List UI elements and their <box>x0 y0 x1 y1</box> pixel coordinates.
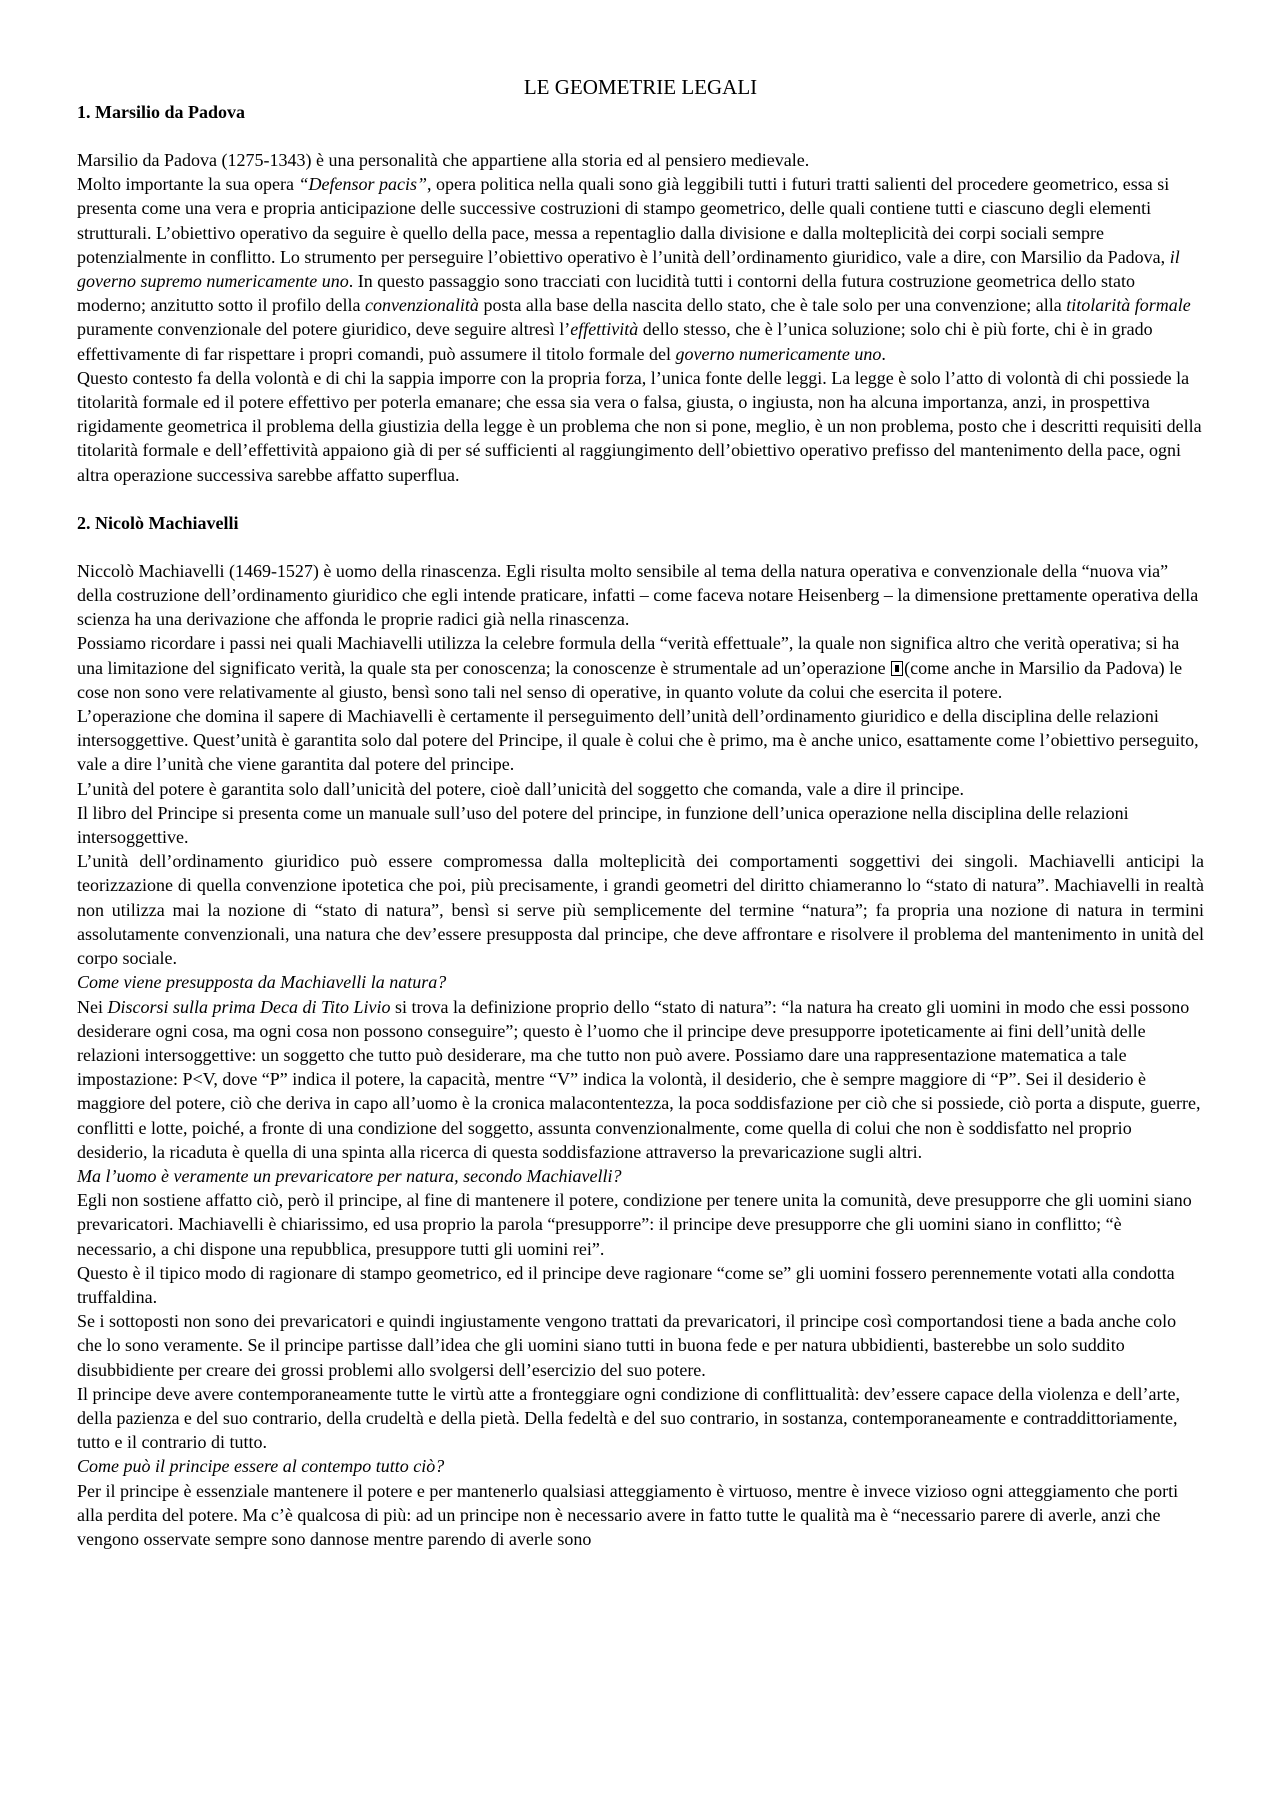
paragraph: L’unità dell’ordinamento giuridico può essere compromessa dalla molteplicità dei comportamenti soggettivi dei singoli. Machiavelli anticipi la teorizzazione di quella convenzione ipotetica che poi, più precisamente, i grandi geometri del diritto chiameranno lo “stato di natura”. Machiavelli in realtà non utilizza mai la nozione di “stato di natura”, bensì si serve più semplicemente del termine “natura”; fa propria una nozione di natura in termini assolutamente convenzionali, una natura che dev’essere presupposta dal principe, che deve affrontare e risolvere il problema del mantenimento in unità del corpo sociale. <box>77 851 1204 969</box>
paragraph: Egli non sostiene affatto ciò, però il principe, al fine di mantenere il potere, condizione per tenere unita la comunità, deve presupporre che gli uomini siano prevaricatori. Machiavelli è chiarissimo, ed usa proprio la parola “presupporre”: il principe deve presupporre che gli uomini siano in conflitto; “è necessario, a chi dispone una repubblica, presuppore tutti gli uomini rei”. <box>77 1190 1192 1259</box>
paragraph: Questo è il tipico modo di ragionare di stampo geometrico, ed il principe deve ragionare “come se” gli uomini fossero perennemente votati alla condotta truffaldina. <box>77 1262 1175 1307</box>
paragraph: Marsilio da Padova (1275-1343) è una personalità che appartiene alla storia ed al pensiero medievale. <box>77 150 810 170</box>
question-line: Come può il principe essere al contempo tutto ciò? <box>77 1456 445 1477</box>
paragraph: Per il principe è essenziale mantenere il potere e per mantenerlo qualsiasi atteggiamento è virtuoso, mentre è invece vizioso ogni atteggiamento che porti alla perdita del potere. Ma c’è qualcosa di più: ad un principe non è necessario avere in fatto tutte le qualità ma è “necessario parere di averle, anzi che vengono osservate sempre sono dannose mentre parendo di averle sono <box>77 1480 1179 1549</box>
text-run: . In questo passaggio sono tracciati con lucidità tutti i contorni della futura costruzione geometrica dello stato moderno; anzitutto sotto il profilo della <box>77 271 1136 316</box>
section-heading-marsilio: 1. Marsilio da Padova <box>77 102 246 122</box>
paragraph: Se i sottoposti non sono dei prevaricatori e quindi ingiustamente vengono trattati da prevaricatori, il principe così comportandosi tiene a bada anche colo che lo sono veramente. Se il principe partisse dall’idea che gli uomini siano tutti in buona fede e per natura ubbidienti, basterebbe un solo suddito disubbidiente per creare dei grossi problemi allo svolgersi dell’esercizio del suo potere. <box>77 1311 1177 1380</box>
italic-run: “Defensor pacis” <box>298 174 427 195</box>
paragraph: Questo contesto fa della volontà e di chi la sappia imporre con la propria forza, l’unica fonte delle leggi. La legge è solo l’atto di volontà di chi possiede la titolarità formale ed il potere effettivo per poterla emanare; che essa sia vera o falsa, giusta, o ingiusta, non ha alcuna importanza, anzi, in prospettiva rigidamente geometrica il problema della giustizia della legge è un problema che non si pone, meglio, è un non problema, posto che i descritti requisiti della titolarità formale e dell’effettività appaiono già di per sé sufficienti al raggiungimento dell’obiettivo operativo prefisso del mantenimento della pace, ogni altra operazione successiva sarebbe affatto superflua. <box>77 367 1202 485</box>
paragraph: L’unità del potere è garantita solo dall’unicità del potere, cioè dall’unicità del soggetto che comanda, vale a dire il principe. <box>77 778 964 799</box>
spacer <box>77 535 1204 559</box>
text-run: puramente convenzionale del potere giuridico, deve seguire altresì l’ <box>77 319 571 340</box>
title-row <box>77 74 1204 100</box>
text-run: posta alla base della nascita dello stato, che è tale solo per una convenzione; alla <box>478 295 1067 316</box>
text-run: dello stesso, che è l’unica soluzione; solo chi è più forte, chi è in grado effettivamente di far rispettare i propri comandi, può assumere il titolo formale del <box>77 319 1153 364</box>
paragraph: Il libro del Principe si presenta come un manuale sull’uso del potere del principe, in funzione dell’unica operazione nella disciplina delle relazioni intersoggettive. <box>77 802 1129 848</box>
text-run: Nei <box>77 996 108 1017</box>
text-run: Molto importante la sua opera <box>77 174 299 195</box>
question-line: Come viene presupposta da Machiavelli la natura? <box>77 972 447 993</box>
italic-run: il governo supremo numericamente uno <box>77 246 1180 292</box>
italic-run: titolarità formale <box>1066 295 1191 316</box>
question-line: Ma l’uomo è veramente un prevaricatore per natura, secondo Machiavelli? <box>77 1165 622 1186</box>
section-heading-machiavelli: 2. Nicolò Machiavelli <box>77 512 239 533</box>
paragraph <box>77 995 1204 1164</box>
paragraph: Niccolò Machiavelli (1469-1527) è uomo della rinascenza. Egli risulta molto sensibile al tema della natura operativa e convenzionale della “nuova via” della costruzione dell’ordinamento giuridico che egli intende praticare, infatti – come faceva notare Heisenberg – la dimensione prettamente operativa della scienza ha una derivazione che affonda le proprie radici già nella rinascenza. <box>77 560 1199 630</box>
italic-run: convenzionalità <box>364 295 479 316</box>
paragraph: Il principe deve avere contemporaneamente tutte le virtù atte a fronteggiare ogni condizione di conflittualità: dev’essere capace della violenza e dell’arte, della pazienza e del suo contrario, della crudeltà e della pietà. Della fedeltà e del suo contrario, in sostanza, contemporaneamente e contraddittoriamente, tutto e il contrario di tutto. <box>77 1383 1180 1453</box>
spacer <box>77 124 1204 148</box>
paragraph <box>77 172 1204 366</box>
missing-glyph-icon <box>891 661 903 676</box>
text-run: , opera politica nella quali sono già leggibili tutti i futuri tratti salienti del procedere geometrico, essa si presenta come una vera e propria anticipazione delle successive costruzioni di stampo geometrico, delle quali contiene tutti e ciascuno degli elementi strutturali. L’obiettivo operativo da seguire è quello della pace, messa a repentaglio dalla divisione e dalla molteplicità dei corpi sociali sempre potenzialmente in conflitto. Lo strumento per perseguire l’obiettivo operativo è l’unità dell’ordinamento giuridico, vale a dire, con Marsilio da Padova, <box>77 174 1170 267</box>
section-marsilio <box>77 100 1204 487</box>
text-run: si trova la definizione proprio dello “stato di natura”: “la natura ha creato gli uomini in modo che essi possono desiderare ogni cosa, ma ogni cosa non possono conseguire”; questo è l’uomo che il principe deve presupporre ipoteticamente ai fini dell’unità delle relazioni intersoggettive: un soggetto che tutto può desiderare, ma che tutto non può avere. Possiamo dare una rappresentazione matematica a tale impostazione: P<V, dove “P” indica il potere, la capacità, mentre “V” indica la volontà, il desiderio, che è sempre maggiore di “P”. Sei il desiderio è maggiore del potere, ciò che deriva in capo all’uomo è la cronica malacontentezza, la poca soddisfazione per ciò che si possiede, ciò porta a dispute, guerre, conflitti e lotte, poiché, a fronte di una condizione del soggetto, assunta convenzionalmente, come quella di colui che non è soddisfatto nel proprio desiderio, la ricaduta è quella di una spinta alla ricerca di questa soddisfazione attraverso la prevaricazione sugli altri. <box>77 996 1201 1162</box>
italic-run: Discorsi sulla prima Deca di Tito Livio <box>107 996 391 1017</box>
text-run: Possiamo ricordare i passi nei quali Machiavelli utilizza la celebre formula della “verità effettuale”, la quale non significa altro che verità operativa; si ha una limitazione del significato verità, la quale sta per conoscenza; la conoscenze è strumentale ad un’operazione <box>77 633 1180 678</box>
section-machiavelli <box>77 511 1204 1551</box>
text-run: . <box>881 343 886 364</box>
paragraph <box>77 631 1204 704</box>
italic-run: governo numericamente uno <box>675 343 882 364</box>
document-title: LE GEOMETRIE LEGALI <box>523 75 758 99</box>
italic-run: effettività <box>570 319 639 340</box>
paragraph: L’operazione che domina il sapere di Machiavelli è certamente il perseguimento dell’unità dell’ordinamento giuridico e della disciplina delle relazioni intersoggettive. Quest’unità è garantita solo dal potere del Principe, il quale è colui che è primo, ma è anche unico, esattamente come l’obiettivo perseguito, vale a dire l’unità che viene garantita dal potere del principe. <box>77 706 1199 775</box>
text-run: (come anche in Marsilio da Padova) le cose non sono vere relativamente al giusto, bensì sono tali nel senso di operative, in quanto volute da colui che esercita il potere. <box>77 657 1183 702</box>
